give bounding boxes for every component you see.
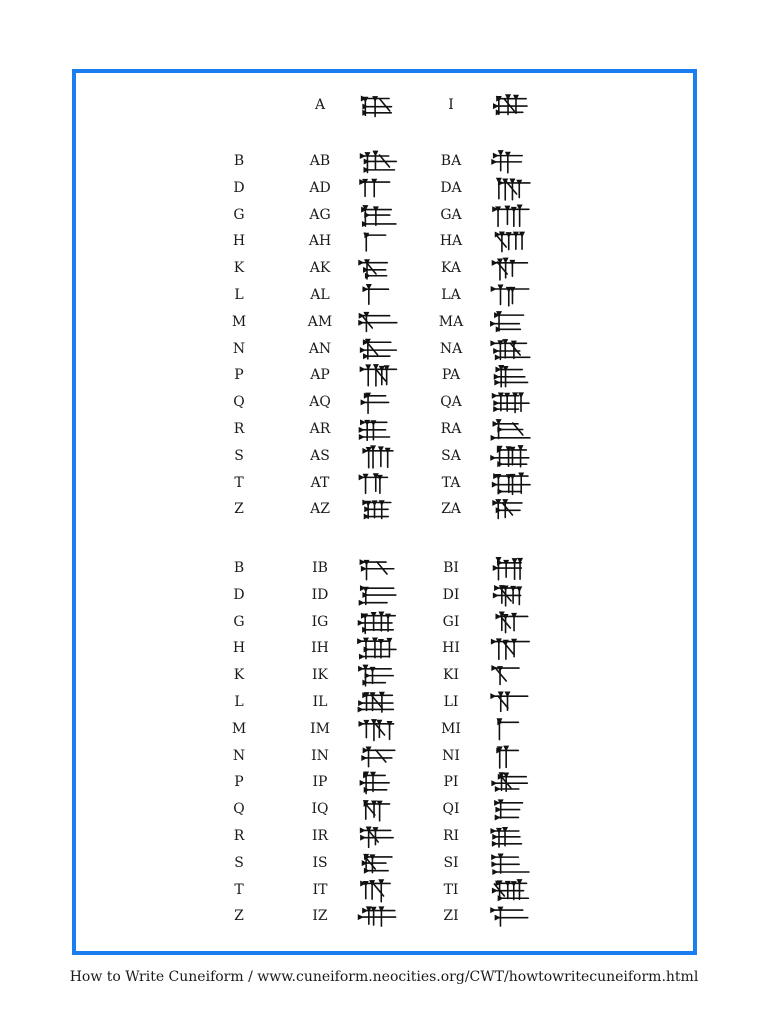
cuneiform-sign-icon [488,717,534,743]
table-row [0,769,768,795]
cuneiform-sign-icon [355,797,401,823]
consonant-label: M [231,720,247,737]
syllable-label: BA [440,153,462,169]
cuneiform-sign-icon [488,663,534,689]
table-row [0,228,768,254]
syllable-label: TA [441,474,461,491]
cuneiform-sign-icon [355,417,401,443]
cuneiform-sign-icon [488,690,534,716]
syllable-label: MI [441,720,461,737]
syllable-label: KA [440,260,461,277]
syllable-label: AG [309,206,331,223]
consonant-label: Q [233,801,245,818]
table-row [0,555,768,581]
consonant-label: K [233,667,245,684]
syllable-label: I [448,97,454,113]
cuneiform-sign-icon [355,556,401,582]
syllable-label: IL [312,694,328,710]
syllable-label: DA [440,179,462,196]
syllable-label: AK [309,260,331,277]
syllable-label: IG [311,613,329,630]
cuneiform-sign-icon [355,310,401,336]
cuneiform-sign-icon [488,471,534,497]
cuneiform-sign-icon [355,176,401,202]
table-row [0,416,768,442]
consonant-label: Z [234,908,244,925]
syllable-label: RA [440,421,462,437]
syllable-label: LI [443,694,459,710]
cuneiform-sign-icon [355,663,401,689]
cuneiform-sign-icon [355,471,401,497]
cuneiform-sign-icon [488,851,534,877]
cuneiform-sign-icon [488,744,534,770]
cuneiform-sign-icon [488,497,534,523]
consonant-label: N [232,340,246,357]
syllable-label: AM [307,313,333,330]
table-row [0,470,768,496]
syllable-label: AN [308,340,332,357]
cuneiform-sign-icon [355,93,401,119]
cuneiform-sign-icon [488,310,534,336]
consonant-label: K [233,260,245,277]
cuneiform-sign-icon [355,824,401,850]
syllable-label: SI [443,854,459,871]
syllable-label: DI [442,586,460,603]
syllable-label: IT [312,881,328,898]
syllable-label: AZ [310,501,330,518]
cuneiform-sign-icon [355,444,401,470]
syllable-label: TI [443,881,459,898]
consonant-label: P [234,367,244,384]
syllable-label: A [314,97,326,113]
cuneiform-sign-icon [355,851,401,877]
syllable-label: HI [442,640,460,657]
table-row [0,689,768,715]
consonant-label: R [233,828,245,844]
cuneiform-sign-icon [488,444,534,470]
syllable-label: AQ [309,394,331,411]
table-row [0,716,768,742]
syllable-label: AS [310,447,330,464]
consonant-label: L [234,287,244,303]
table-row [0,389,768,415]
cuneiform-sign-icon [488,610,534,636]
cuneiform-sign-icon [355,229,401,255]
footer-citation: How to Write Cuneiform / www.cuneiform.neocities.org/CWT/howtowritecuneiform.html [69,969,699,985]
cuneiform-sign-icon [488,229,534,255]
cuneiform-sign-icon [488,390,534,416]
table-row [0,903,768,929]
consonant-label: Q [233,394,245,411]
consonant-label: D [233,179,245,196]
consonant-label: H [232,233,246,250]
syllable-label: ID [311,586,329,603]
table-row [0,743,768,769]
table-row [0,282,768,308]
cuneiform-sign-icon [355,770,401,796]
consonant-label: Z [234,501,244,518]
syllable-label: KI [443,667,459,684]
cuneiform-sign-icon [355,583,401,609]
consonant-label: D [233,586,245,603]
table-row [0,148,768,174]
cuneiform-sign-icon [355,690,401,716]
cuneiform-sign-icon [488,770,534,796]
consonant-label: T [234,881,244,898]
cuneiform-sign-icon [488,363,534,389]
consonant-label: B [233,153,245,169]
table-row [0,823,768,849]
table-row [0,255,768,281]
syllable-label: GA [440,206,462,223]
consonant-label: N [232,747,246,764]
cuneiform-sign-icon [488,417,534,443]
syllable-label: AB [309,153,331,169]
cuneiform-sign-icon [488,556,534,582]
consonant-label: B [233,560,245,576]
cuneiform-sign-icon [488,256,534,282]
vowel-row [0,92,768,118]
table-row [0,850,768,876]
table-row [0,662,768,688]
table-row [0,362,768,388]
syllable-label: IM [310,720,330,737]
consonant-label: G [233,613,245,630]
consonant-label: H [232,640,246,657]
syllable-label: AT [310,474,330,491]
consonant-label: R [233,421,245,437]
cuneiform-sign-icon [488,878,534,904]
syllable-label: GI [442,613,460,630]
cuneiform-sign-icon [355,363,401,389]
syllable-label: ZA [441,501,461,518]
cuneiform-sign-icon [488,149,534,175]
cuneiform-sign-icon [488,337,534,363]
cuneiform-sign-icon [355,149,401,175]
cuneiform-sign-icon [488,203,534,229]
consonant-label: P [234,774,244,791]
syllable-label: IB [312,560,328,576]
cuneiform-sign-icon [488,797,534,823]
syllable-label: IK [312,667,328,684]
syllable-label: SA [441,447,461,464]
syllable-label: RI [442,828,460,844]
syllable-label: IH [311,640,329,657]
table-row [0,202,768,228]
syllable-label: AD [309,179,331,196]
cuneiform-sign-icon [355,203,401,229]
syllable-label: NI [442,747,460,764]
consonant-label: S [234,854,244,871]
table-row [0,582,768,608]
cuneiform-sign-icon [355,497,401,523]
syllable-label: IS [312,854,328,871]
syllable-label: IP [312,774,328,791]
cuneiform-sign-icon [355,878,401,904]
cuneiform-sign-icon [355,636,401,662]
cuneiform-sign-icon [488,583,534,609]
consonant-label: T [234,474,244,491]
syllable-label: AP [310,367,330,384]
syllable-label: AH [308,233,332,250]
cuneiform-sign-icon [355,390,401,416]
cuneiform-sign-icon [355,610,401,636]
table-row [0,336,768,362]
consonant-label: M [231,313,247,330]
syllable-label: HA [439,233,463,250]
syllable-label: QI [442,801,460,818]
table-row [0,635,768,661]
cuneiform-sign-icon [488,283,534,309]
syllable-label: PI [443,774,459,791]
cuneiform-sign-icon [488,636,534,662]
consonant-label: S [234,447,244,464]
syllable-label: ZI [443,908,459,925]
syllable-label: AL [310,287,330,303]
syllable-label: NA [439,340,463,357]
syllable-label: QA [440,394,462,411]
cuneiform-sign-icon [355,256,401,282]
cuneiform-sign-icon [355,744,401,770]
cuneiform-sign-icon [355,283,401,309]
cuneiform-sign-icon [488,904,534,930]
table-row [0,443,768,469]
syllable-label: AR [309,421,331,437]
syllable-label: MA [438,313,464,330]
cuneiform-sign-icon [488,93,534,119]
syllable-label: IZ [312,908,328,925]
cuneiform-sign-icon [488,176,534,202]
table-row [0,796,768,822]
consonant-label: G [233,206,245,223]
syllable-label: IN [311,747,329,764]
consonant-label: L [234,694,244,710]
syllable-label: PA [441,367,461,384]
table-row [0,309,768,335]
syllable-label: IQ [311,801,329,818]
table-row [0,175,768,201]
cuneiform-sign-icon [355,717,401,743]
table-row [0,877,768,903]
cuneiform-sign-icon [355,904,401,930]
cuneiform-sign-icon [355,337,401,363]
syllable-label: LA [441,287,461,303]
syllable-label: BI [443,560,459,576]
cuneiform-sign-icon [488,824,534,850]
table-row [0,496,768,522]
syllable-label: IR [311,828,329,844]
table-row [0,609,768,635]
